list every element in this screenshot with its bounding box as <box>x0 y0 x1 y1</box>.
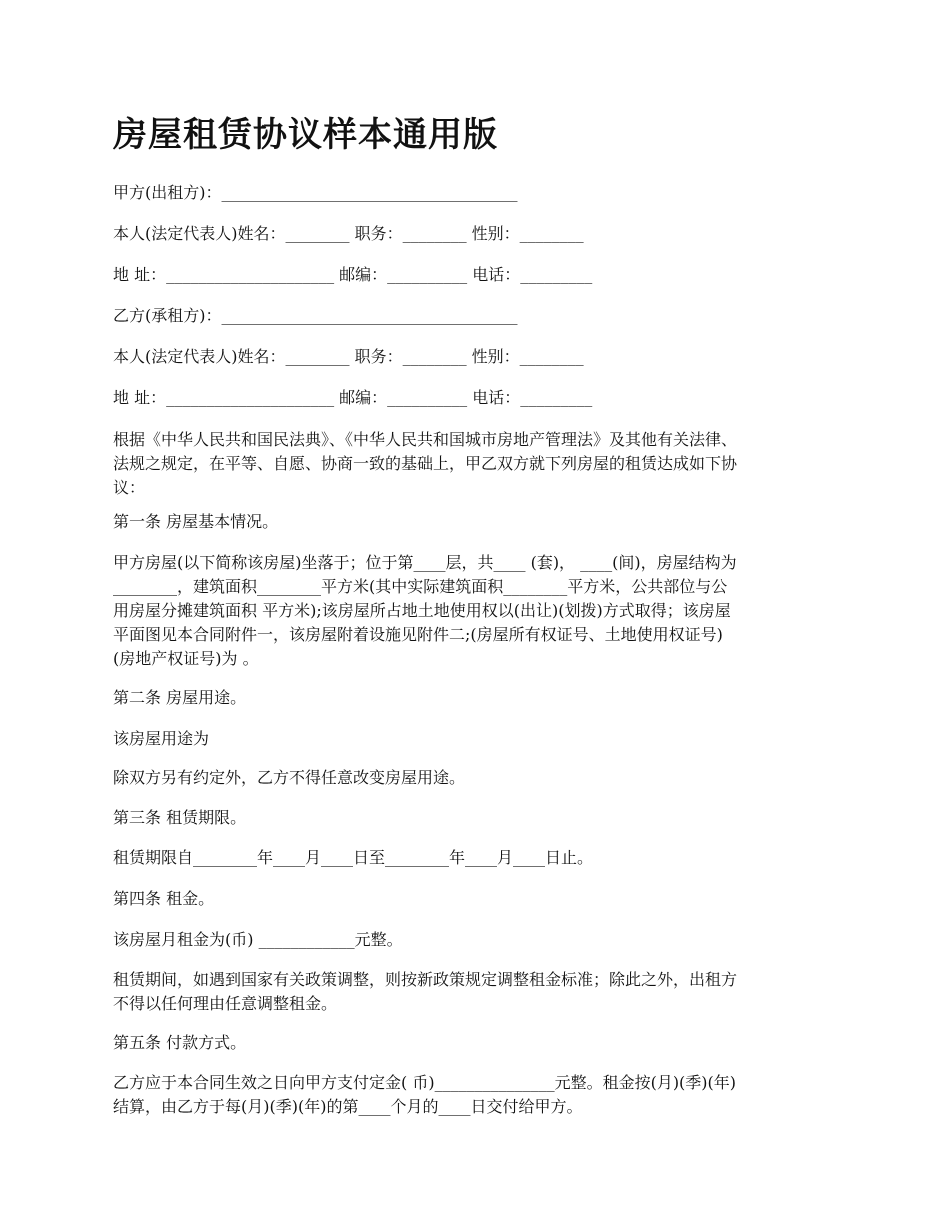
article-5-heading: 第五条 付款方式。 <box>113 1033 247 1052</box>
article-2-body-restriction: 除双方另有约定外，乙方不得任意改变房屋用途。 <box>113 768 466 787</box>
article-1-heading: 第一条 房屋基本情况。 <box>113 512 279 531</box>
party-a-address: 地 址：_____________________ 邮编：__________ 电话：_________ <box>113 265 593 284</box>
article-4-body-adjustment: 租赁期间，如遇到国家有关政策调整，则按新政策规定调整租金标准；除此之外，出租方 不得以任何理由任意调整租金。 <box>113 970 738 1013</box>
party-b-address: 地 址：_____________________ 邮编：__________ 电话：_________ <box>113 388 593 407</box>
article-3-heading: 第三条 租赁期限。 <box>113 808 247 827</box>
article-2-heading: 第二条 房屋用途。 <box>113 688 247 707</box>
article-1-body: 甲方房屋(以下简称该房屋)坐落于；位于第____层，共____ (套)， ____(间)，房屋结构为 ________，建筑面积________平方米(其中实际建筑面积________平方米，公共部位与公 用房屋分摊建筑面积 平方米);该房屋所占地土地使用权以(出让)(划拨)方式取得；该房屋 平面图见本合同附件一，该房屋附着设施见附件二;(房屋所有权证号、土地使用权证号) (房地产权证号)为 。 <box>113 553 737 668</box>
party-a-person: 本人(法定代表人)姓名：________ 职务：________ 性别：________ <box>113 224 584 243</box>
article-3-body: 租赁期限自________年____月____日至________年____月____日止。 <box>113 848 594 867</box>
preamble-paragraph: 根据《中华人民共和国民法典》、《中华人民共和国城市房地产管理法》及其他有关法律、 法规之规定，在平等、自愿、协商一致的基础上，甲乙双方就下列房屋的租赁达成如下协 议： <box>113 430 738 497</box>
article-2-body-usage: 该房屋用途为 <box>113 729 210 748</box>
article-4-heading: 第四条 租金。 <box>113 889 215 908</box>
party-a-header: 甲方(出租方)：_____________________________________ <box>113 183 518 202</box>
party-b-header: 乙方(承租方)：_____________________________________ <box>113 306 518 325</box>
article-5-body: 乙方应于本合同生效之日向甲方支付定金( 币)_______________元整。租金按(月)(季)(年) 结算，由乙方于每(月)(季)(年)的第____个月的____日交付给甲方。 <box>113 1073 737 1116</box>
document-title: 房屋租赁协议样本通用版 <box>113 115 498 155</box>
article-4-body-rent: 该房屋月租金为(币) ____________元整。 <box>113 930 403 949</box>
party-b-person: 本人(法定代表人)姓名：________ 职务：________ 性别：________ <box>113 347 584 366</box>
